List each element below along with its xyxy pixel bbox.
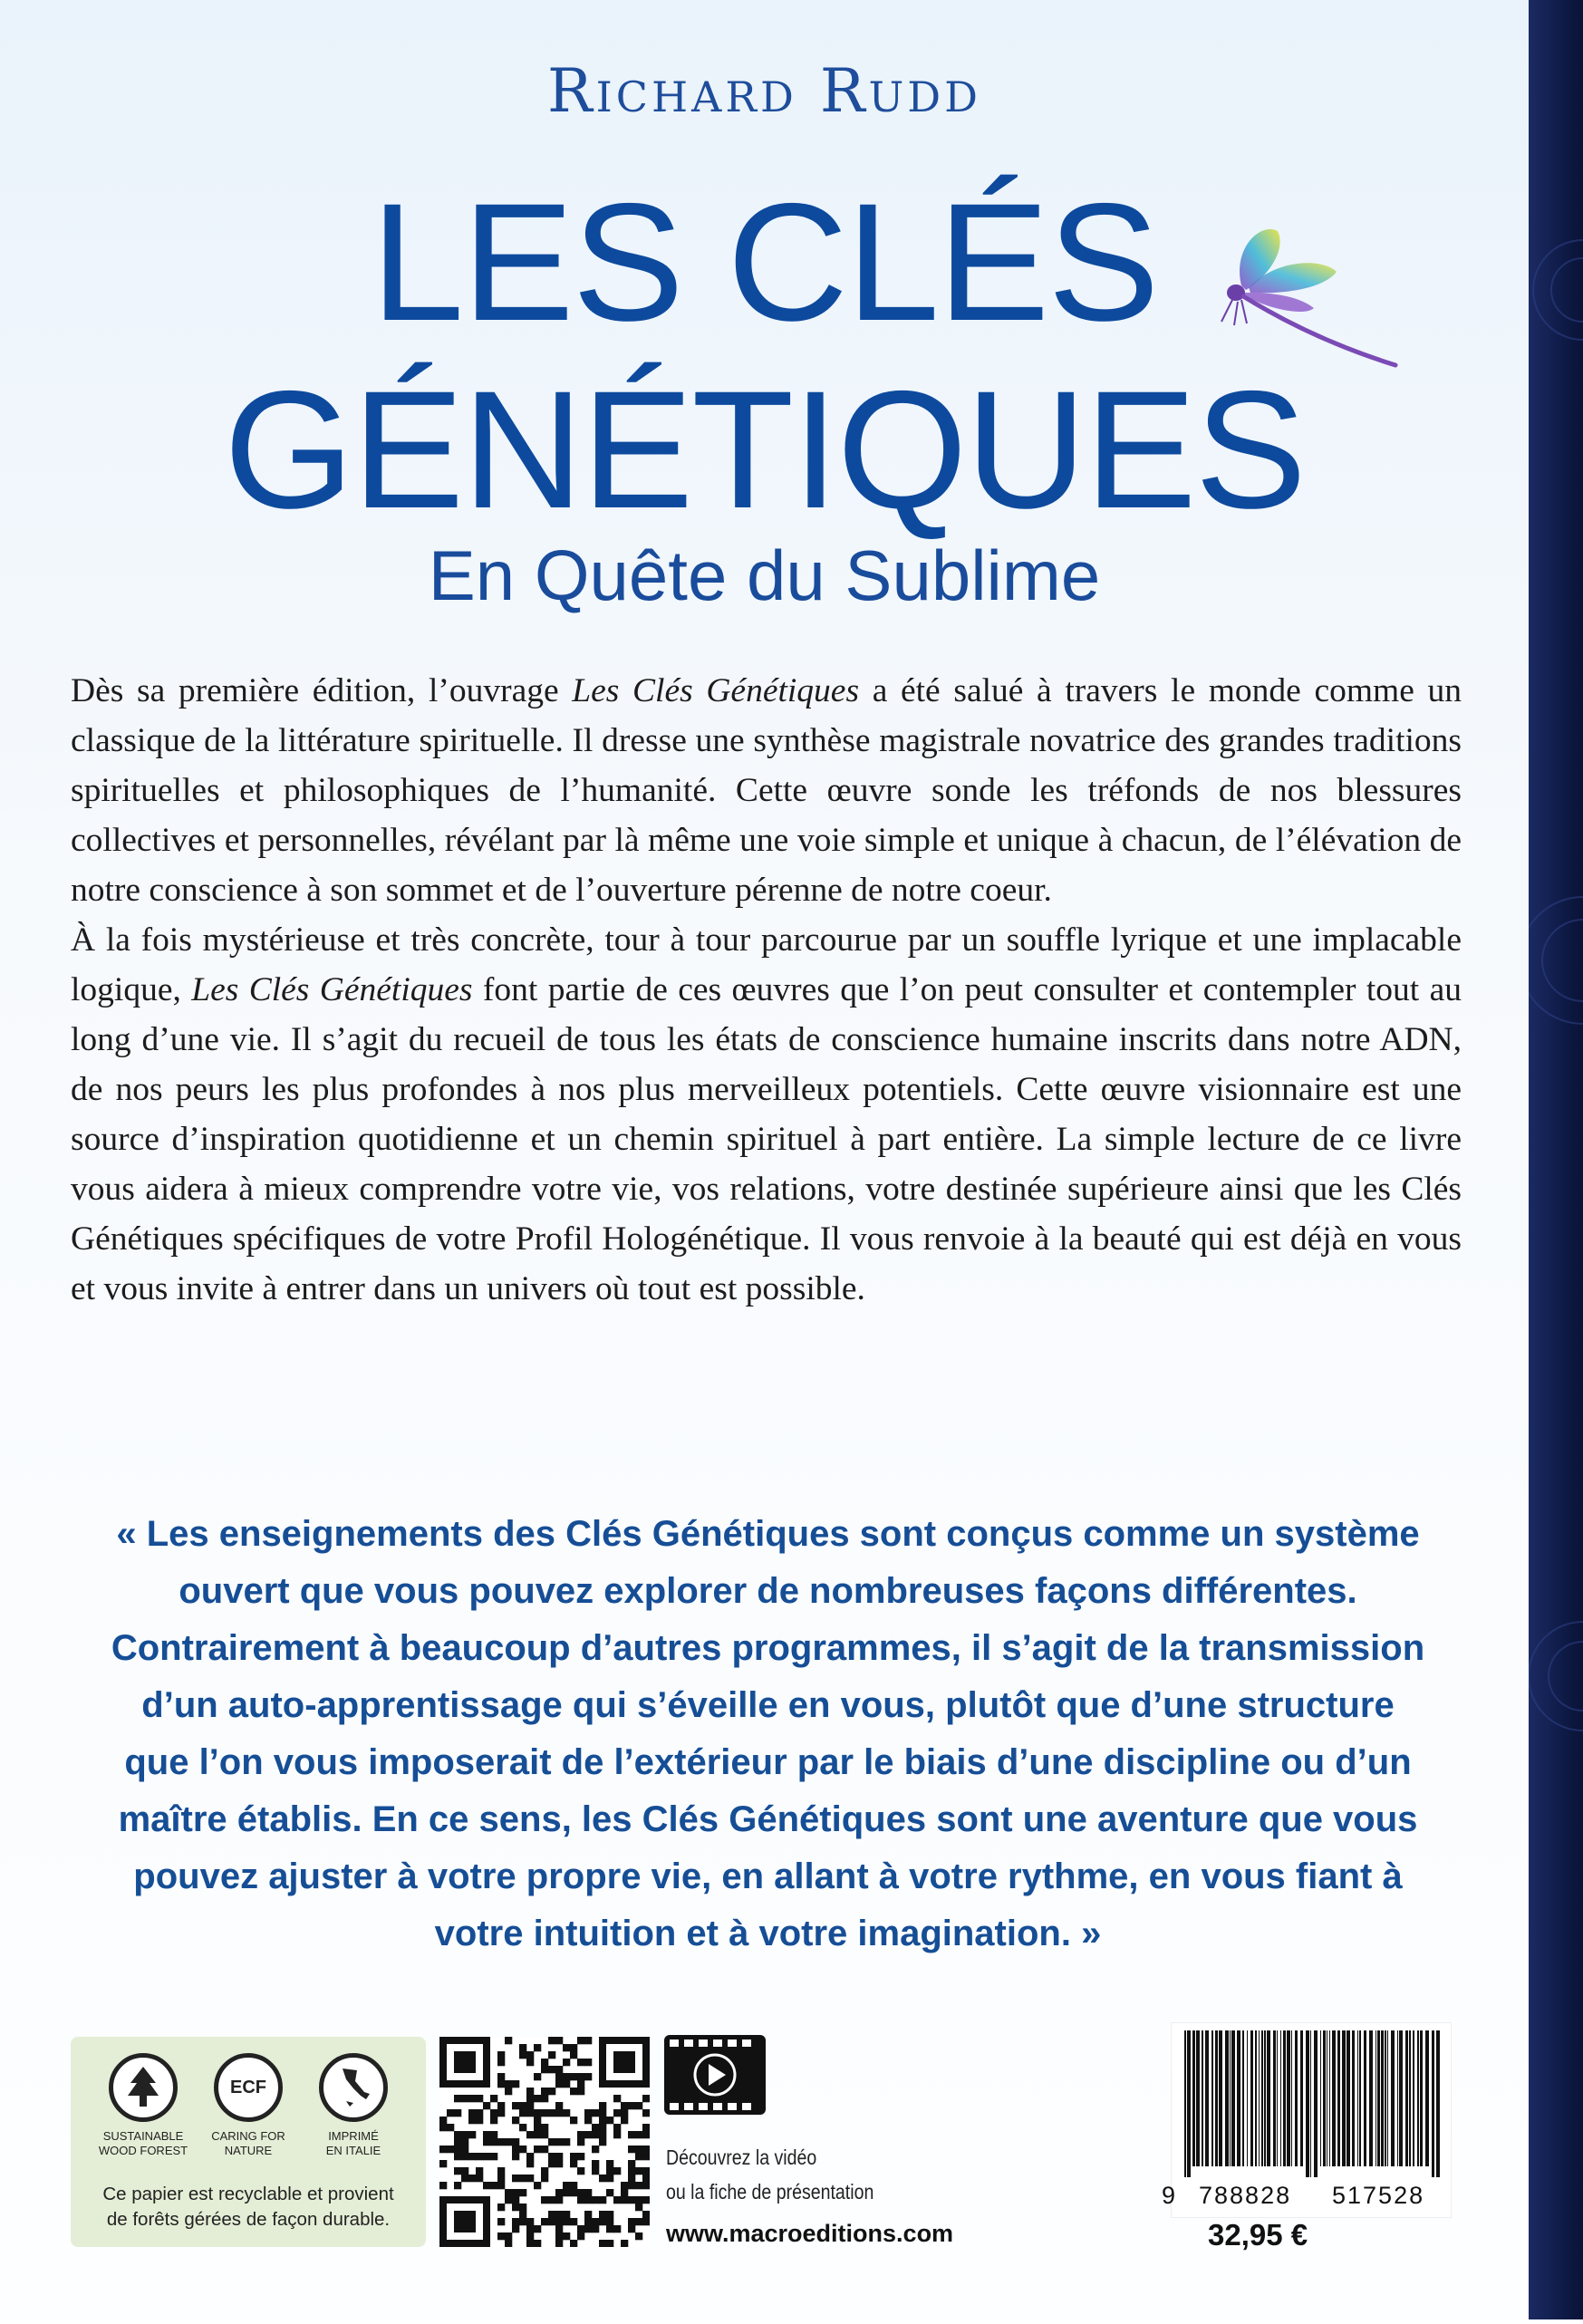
book-title-italic: Les Clés Génétiques: [191, 971, 473, 1008]
description-paragraph-1: Dès sa première édition, l’ouvrage Les Clés Génétiques a été salué à travers le monde comme un classique de la littérature spirituelle. Il dresse une synthèse magistrale novatrice des grandes traditions spirituelles et philosophiques de l’humanité. Cette œuvre sonde les tréfonds de nos blessures collectives et personnelles, révélant par là même une voie simple et unique à chacun, de l’élévation de notre conscience à son sommet et de l’ouverture pérenne de notre coeur.: [71, 672, 1462, 909]
ecf-icon: ECF: [214, 2053, 283, 2122]
barcode-bars: [1172, 2023, 1451, 2177]
tree-icon: [109, 2053, 178, 2122]
eco-note: Ce papier est recyclable et provient de forêts gérées de façon durable.: [102, 2184, 394, 2230]
subtitle: En Quête du Sublime: [428, 535, 1101, 615]
book-spine: [1529, 0, 1583, 2319]
dragonfly-icon: [1178, 222, 1404, 381]
qr-code[interactable]: [439, 2037, 650, 2247]
quote-line: que l’on vous imposerait de l’extérieur par le biais d’une discipline ou d’un: [124, 1742, 1412, 1782]
quote-line: votre intuition et à votre imagination. »: [434, 1914, 1102, 1953]
video-caption: Découvrez la vidéo ou la fiche de présentation: [666, 2146, 874, 2203]
author-quote: [63, 1506, 1472, 1962]
isbn-group-1: 788828: [1199, 2182, 1292, 2209]
title-line-2: GÉNÉTIQUES: [224, 357, 1305, 544]
eco-label-italy: IMPRIMÉ EN ITALIE: [325, 2129, 381, 2157]
video-play-icon[interactable]: [664, 2035, 766, 2115]
website-link[interactable]: www.macroeditions.com: [666, 2220, 954, 2247]
quote-line: « Les enseignements des Clés Génétiques sont conçus comme un système: [116, 1514, 1420, 1554]
spine-pattern: [1529, 0, 1583, 2319]
price: 32,95 €: [1208, 2218, 1308, 2252]
eco-label-caring: CARING FOR NATURE: [211, 2129, 285, 2157]
quote-line: Contrairement à beaucoup d’autres programmes, il s’agit de la transmission: [111, 1628, 1425, 1668]
isbn-first-digit: 9: [1162, 2182, 1176, 2209]
eco-label-sustainable: SUSTAINABLE WOOD FOREST: [98, 2129, 188, 2157]
description-paragraph-2: À la fois mystérieuse et très concrète, tour à tour parcourue par un souffle lyrique et une implacable logique, Les Clés Génétiques font partie de ces œuvres que l’on peut consulter et contempler tout au long d’une vie. Il s’agit du recueil de tous les états de conscience humaine inscrits dans notre ADN, de nos peurs les plus profondes à nos plus merveilleux potentiels. Cette œuvre visionnaire est une source d’inspiration quotidienne et un chemin spirituel à part entière. La simple lecture de ce livre vous aidera à mieux comprendre votre vie, vos relations, votre destinée supérieure ainsi que les Clés Génétiques spécifiques de votre Profil Hologénétique. Il vous renvoie à la beauté qui est déjà en vous et vous invite à entrer dans un univers où tout est possible.: [71, 921, 1462, 1307]
quote-line: pouvez ajuster à votre propre vie, en allant à votre rythme, en vous fiant à: [133, 1856, 1403, 1896]
italy-icon: [319, 2053, 388, 2122]
title-line-1: LES CLÉS: [371, 169, 1158, 356]
eco-label-box: [71, 2037, 426, 2247]
book-title-italic: Les Clés Génétiques: [572, 672, 860, 709]
quote-line: d’un auto-apprentissage qui s’éveille en vous, plutôt que d’une structure: [141, 1685, 1395, 1725]
description-text: [71, 666, 1462, 1314]
isbn-group-2: 517528: [1332, 2182, 1425, 2209]
quote-line: ouvert que vous pouvez explorer de nombreuses façons différentes.: [179, 1571, 1357, 1611]
author-name: Richard Rudd: [546, 56, 982, 126]
quote-line: maître établis. En ce sens, les Clés Génétiques sont une aventure que vous: [118, 1799, 1418, 1839]
